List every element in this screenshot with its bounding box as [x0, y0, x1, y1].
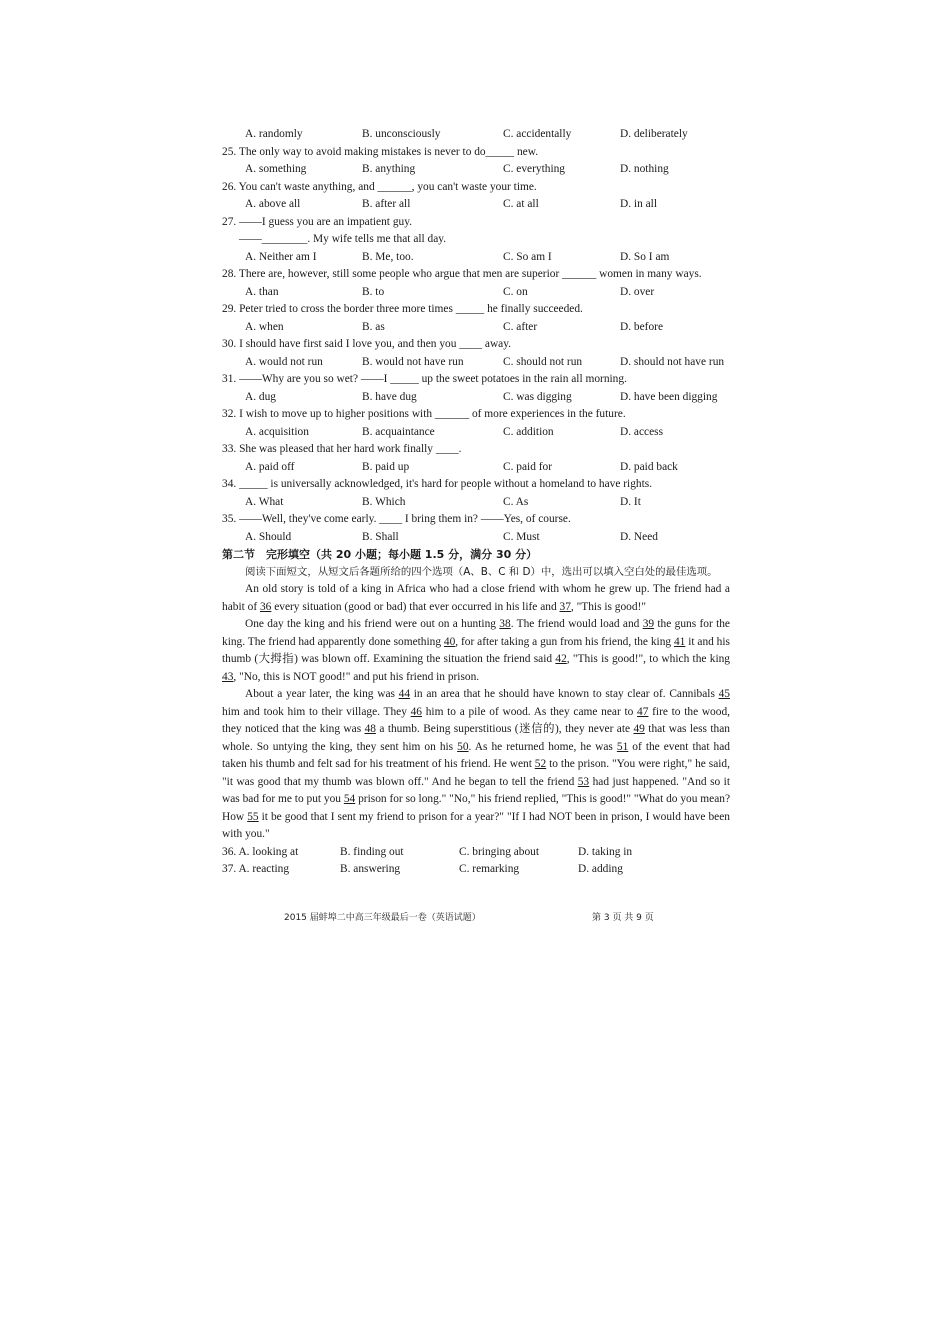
- option-a: A. when: [245, 320, 284, 333]
- passage-text: had just happened. "And so it was bad for me to put you: [222, 775, 730, 805]
- option-c: C. everything: [503, 163, 566, 175]
- blank-number: 45: [718, 688, 730, 700]
- blank-number: 53: [577, 775, 590, 788]
- option-a: A. something: [245, 163, 307, 175]
- page-number: 第 3 页 共 9 页: [592, 913, 654, 923]
- question-options: [222, 196, 730, 214]
- options-24: [222, 126, 730, 144]
- option-a: A. randomly: [245, 128, 303, 140]
- option-c: C. on: [503, 285, 528, 298]
- option-c: C. bringing about: [459, 845, 540, 858]
- question-options: [222, 354, 730, 372]
- option-b: B. answering: [340, 863, 401, 875]
- option-c: C. remarking: [459, 863, 520, 875]
- option-b: B. finding out: [340, 845, 404, 858]
- blank-number: 41: [673, 635, 686, 648]
- passage-paragraph-3: [222, 686, 730, 844]
- passage-text: him to a pile of wood. As they came near to: [422, 705, 638, 718]
- blank-number: 48: [364, 723, 376, 735]
- passage-text: that was less than whole. So untying the king, they sent him on his: [222, 723, 731, 753]
- question-stem: 33. She was pleased that her hard work finally ____.: [222, 443, 462, 455]
- option-b: B. Shall: [362, 530, 399, 543]
- option-d: D. over: [620, 285, 655, 298]
- question-stem: 35. ——Well, they've come early. ____ I bring them in? ——Yes, of course.: [222, 513, 571, 525]
- option-c: C. As: [503, 495, 529, 508]
- option-c: C. accidentally: [503, 128, 572, 140]
- option-d: D. It: [620, 495, 641, 508]
- blank-number: 40: [443, 635, 456, 648]
- passage-text: every situation (good or bad) that ever occurred in his life and: [271, 600, 560, 613]
- option-b: B. paid up: [362, 460, 410, 473]
- option-d: D. deliberately: [620, 128, 688, 140]
- question-stem-reply: ——________. My wife tells me that all day.: [239, 233, 447, 245]
- passage-text: , for after taking a gun from his friend, the king: [455, 635, 674, 648]
- question-options: [222, 494, 730, 512]
- blank-number: 54: [343, 793, 356, 805]
- question-options: [222, 319, 730, 337]
- section-instruction: 阅读下面短文，从短文后各题所给的四个选项（A、B、C 和 D）中，选出可以填入空白处的最佳选项。: [245, 565, 718, 578]
- option-d: D. should not have run: [620, 355, 725, 368]
- option-c: C. So am I: [503, 250, 552, 263]
- option-d: D. taking in: [578, 845, 633, 858]
- blank-number: 52: [534, 758, 547, 770]
- option-b: B. would not have run: [362, 355, 464, 368]
- option-d: D. in all: [620, 198, 658, 210]
- option-b: B. unconsciously: [362, 128, 441, 140]
- question-stem: 34. _____ is universally acknowledged, it's hard for people without a homeland to have rights.: [222, 478, 653, 490]
- option-c: C. at all: [503, 198, 539, 210]
- passage-text: prison for so long." "No," his friend replied, "This is good!" "What do you mean? How: [222, 793, 730, 823]
- blank-number: 37: [559, 600, 571, 613]
- option-b: B. anything: [362, 163, 416, 175]
- question-stem: 26. You can't waste anything, and ______, you can't waste your time.: [222, 180, 537, 193]
- option-a: A. would not run: [245, 355, 323, 368]
- question-options: [222, 529, 730, 547]
- option-d: D. adding: [578, 863, 623, 875]
- question-stem: 25. The only way to avoid making mistakes is never to do_____ new.: [222, 145, 539, 158]
- option-a: A. What: [245, 495, 284, 508]
- option-d: D. So I am: [620, 250, 670, 263]
- blank-number: 38: [499, 618, 511, 630]
- question-stem: 28. There are, however, still some people who argue that men are superior ______ women in many ways.: [222, 268, 702, 280]
- blank-number: 36: [259, 600, 272, 613]
- blank-number: 44: [398, 688, 411, 700]
- question-options: [222, 389, 730, 407]
- question-stem: 31. ——Why are you so wet? ——I _____ up the sweet potatoes in the rain all morning.: [222, 373, 627, 385]
- option-d: D. have been digging: [620, 390, 718, 403]
- question-stem: 29. Peter tried to cross the border three more times _____ he finally succeeded.: [222, 303, 583, 315]
- question-list: [222, 144, 730, 547]
- passage-text: , "This is good!": [570, 600, 647, 613]
- blank-number: 43: [222, 670, 234, 683]
- option-b: B. have dug: [362, 390, 417, 403]
- passage-text: a thumb. Being superstitious (迷信的), they never ate: [375, 723, 634, 735]
- passage-text: About a year later, the king was: [245, 688, 399, 700]
- answer-row-36: [222, 844, 730, 862]
- exam-page: [222, 126, 730, 879]
- footer-title: 2015 届蚌埠二中高三年级最后一卷（英语试题）: [284, 913, 481, 923]
- blank-number: 46: [410, 705, 422, 718]
- option-b: B. as: [362, 320, 385, 333]
- option-a: A. acquisition: [245, 425, 309, 438]
- option-c: C. Must: [503, 530, 540, 543]
- question-stem: 30. I should have first said I love you, and then you ____ away.: [222, 338, 512, 350]
- option-d: D. access: [620, 425, 664, 438]
- question-options: [222, 161, 730, 179]
- question-stem: 27. ——I guess you are an impatient guy.: [222, 215, 413, 228]
- option-d: D. nothing: [620, 163, 669, 175]
- passage-text: in an area that he should have known to stay clear of. Cannibals: [410, 688, 719, 700]
- blank-number: 42: [555, 653, 567, 665]
- passage-text: An old story is told of a king in Africa who had a close friend with whom he grew up. The friend had a habit of: [222, 583, 730, 613]
- option-d: D. Need: [620, 530, 658, 543]
- option-a: A. than: [245, 285, 279, 298]
- passage-text: the guns for the king. The friend had apparently done something: [222, 618, 730, 648]
- question-options: [222, 424, 730, 442]
- section-title: 第二节 完形填空（共 20 小题；每小题 1.5 分，满分 30 分）: [222, 548, 538, 561]
- option-b: B. Which: [362, 495, 406, 508]
- blank-number: 47: [637, 705, 649, 718]
- option-c: C. after: [503, 320, 538, 333]
- passage-text: him and took him to their village. They: [222, 705, 411, 718]
- passage-text: it be good that I sent my friend to prison for a year?" "If I had NOT been in prison, I would have been with you.": [222, 810, 730, 840]
- passage-text: it and his thumb (大拇指) was blown off. Examining the situation the friend said: [222, 635, 730, 665]
- option-b: B. Me, too.: [362, 250, 414, 263]
- passage-paragraph-1: [222, 581, 730, 616]
- passage-paragraph-2: [222, 616, 730, 686]
- question-options: [222, 249, 730, 267]
- option-d: D. paid back: [620, 460, 678, 473]
- option-a: A. Should: [245, 530, 292, 543]
- option-a: A. dug: [245, 390, 277, 403]
- option-a: A. above all: [245, 198, 301, 210]
- option-b: B. to: [362, 285, 385, 298]
- passage-text: One day the king and his friend were out on a hunting: [245, 618, 500, 630]
- blank-number: 50: [457, 740, 469, 753]
- passage-text: of the event that had taken his thumb and felt sad for his treatment of his friend. He went: [222, 740, 730, 770]
- page-footer: [0, 910, 950, 926]
- option-b: B. acquaintance: [362, 425, 435, 438]
- blank-number: 55: [247, 810, 259, 823]
- option-b: B. after all: [362, 198, 411, 210]
- passage-text: , "This is good!", to which the king: [566, 653, 730, 665]
- blank-number: 49: [633, 723, 645, 735]
- question-options: [222, 284, 730, 302]
- passage-text: fire to the wood, they noticed that the king was: [222, 705, 730, 735]
- passage-text: to the prison. "You were right," he said, "it was good that my thumb was blown off." And he began to tell the friend: [222, 758, 730, 788]
- answer-row-37: [222, 861, 730, 879]
- passage-text: . The friend would load and: [510, 618, 643, 630]
- question-options: [222, 459, 730, 477]
- option-a: A. Neither am I: [245, 250, 317, 263]
- option-a: A. paid off: [245, 460, 295, 473]
- option-c: C. addition: [503, 425, 554, 438]
- passage-text: . As he returned home, he was: [468, 740, 617, 753]
- option-a: 37. A. reacting: [222, 863, 290, 875]
- option-c: C. should not run: [503, 355, 583, 368]
- blank-number: 51: [616, 740, 629, 753]
- question-stem: 32. I wish to move up to higher positions with ______ of more experiences in the future.: [222, 408, 626, 420]
- option-d: D. before: [620, 320, 664, 333]
- passage-text: , "No, this is NOT good!" and put his friend in prison.: [233, 670, 480, 683]
- blank-number: 39: [642, 618, 655, 630]
- option-a: 36. A. looking at: [222, 845, 299, 858]
- option-c: C. was digging: [503, 390, 572, 403]
- option-c: C. paid for: [503, 460, 553, 473]
